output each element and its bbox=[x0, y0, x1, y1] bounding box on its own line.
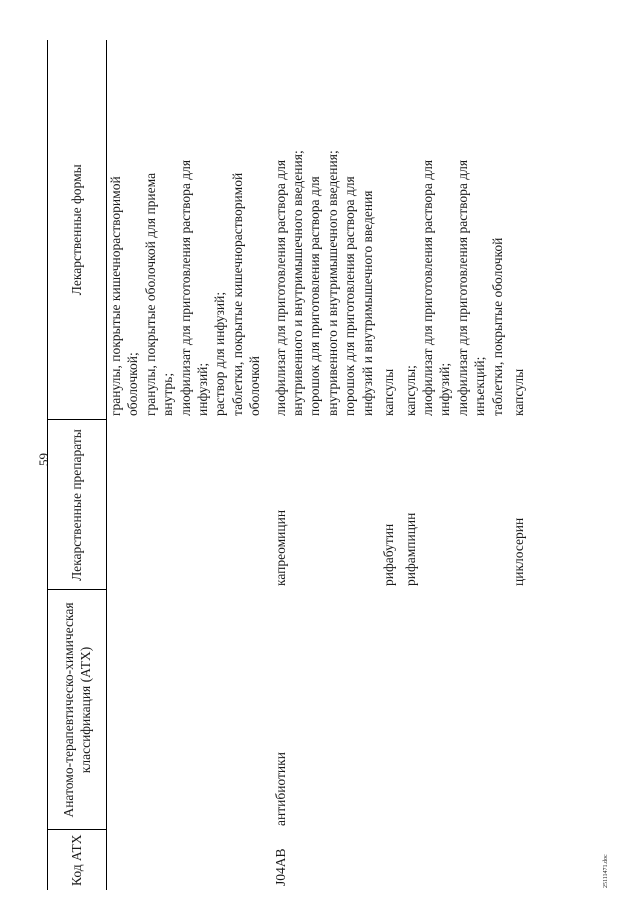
atc-group-cell: антибиотики bbox=[272, 752, 288, 826]
drug-name-cell: циклосерин bbox=[510, 517, 526, 586]
dosage-forms-cell: лиофилизат для приготовления раствора для внутривенного и внутримышечного введения; порошок для приготовления раствора для внутривенного и внутримышечного введения; порошок для приготовления раствора для инфузий и внутримышечного введения bbox=[272, 150, 375, 416]
dosage-forms-cell: капсулы bbox=[381, 368, 397, 416]
atc-code-cell bbox=[376, 830, 397, 890]
header-drugs: Лекарственные препараты bbox=[48, 420, 107, 590]
dosage-forms-cell: гранулы, покрытые кишечнорастворимой оболочкой; гранулы, покрытые оболочкой для приема внутрь; лиофилизат для приготовления раствора для инфузий; раствор для инфузий; таблетки, покрытые кишечнорастворимой оболочкой bbox=[108, 159, 263, 416]
table-row bbox=[107, 40, 264, 890]
drug-name-cell: рифабутин bbox=[381, 523, 397, 586]
atc-code-cell bbox=[398, 830, 506, 890]
dosage-forms-cell: капсулы bbox=[510, 368, 526, 416]
table-row bbox=[398, 40, 506, 890]
header-dosage-forms: Лекарственные формы bbox=[48, 40, 107, 420]
table-row bbox=[264, 40, 376, 890]
atc-code-cell bbox=[107, 830, 264, 890]
header-atc-code: Код АТХ bbox=[48, 830, 107, 890]
drug-name-cell: рифампицин bbox=[402, 512, 418, 586]
drug-name-cell: капреомицин bbox=[272, 509, 288, 586]
atc-group-cell bbox=[506, 590, 527, 830]
drug-table bbox=[47, 40, 527, 890]
header-atc-classification: Анатомо-терапевтическо-химическая классификация (АТХ) bbox=[48, 590, 107, 830]
drug-name-cell bbox=[107, 420, 264, 590]
atc-code-cell bbox=[506, 830, 527, 890]
page-number: 59 bbox=[36, 453, 51, 466]
table-row bbox=[376, 40, 397, 890]
document-filename: 25111471.doc bbox=[603, 854, 609, 888]
atc-group-cell bbox=[107, 590, 264, 830]
atc-group-cell bbox=[398, 590, 506, 830]
dosage-forms-cell: капсулы; лиофилизат для приготовления раствора для инфузий; лиофилизат для приготовления раствора для инъекций; таблетки, покрытые оболочкой bbox=[402, 159, 505, 416]
atc-group-cell bbox=[376, 590, 397, 830]
rotated-page-content bbox=[47, 40, 607, 890]
table-header-row bbox=[48, 40, 107, 890]
table-row bbox=[506, 40, 527, 890]
atc-code-cell: J04AB bbox=[272, 848, 288, 886]
